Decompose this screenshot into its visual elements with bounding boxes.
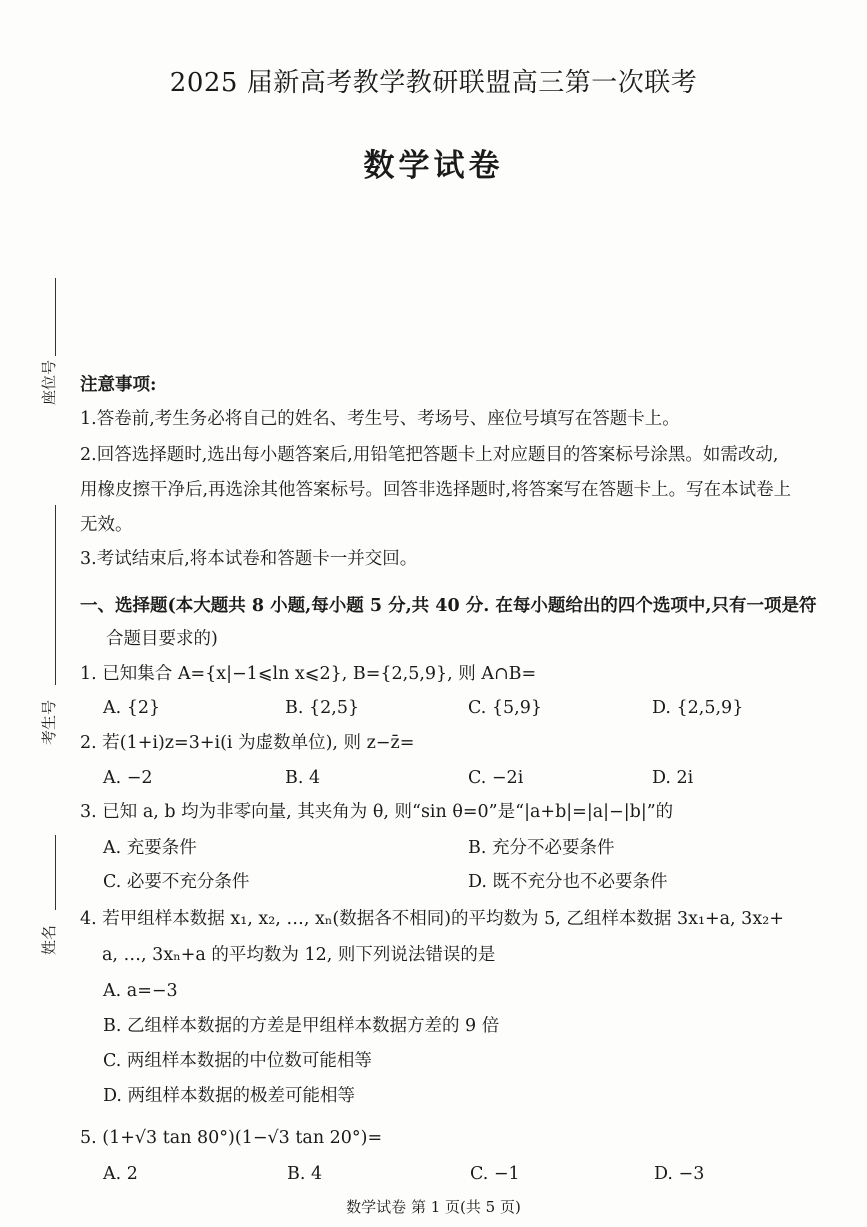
q3-option-a: A. 充要条件 bbox=[103, 838, 197, 858]
q2-option-d: D. 2i bbox=[652, 768, 694, 788]
q5-option-b: B. 4 bbox=[287, 1164, 323, 1184]
notice-item: 无效。 bbox=[80, 515, 133, 535]
exam-header: 2025 届新高考教学教研联盟高三第一次联考 bbox=[169, 68, 698, 98]
question-3-stem: 3. 已知 a, b 均为非零向量, 其夹角为 θ, 则“sin θ=0”是“|a+b|=|a|−|b|”的 bbox=[80, 802, 674, 822]
q1-option-d: D. {2,5,9} bbox=[652, 698, 744, 718]
q4-option-c: C. 两组样本数据的中位数可能相等 bbox=[103, 1051, 372, 1071]
q3-option-d: D. 既不充分也不必要条件 bbox=[468, 872, 668, 892]
page-footer: 数学试卷 第 1 页(共 5 页) bbox=[346, 1198, 521, 1216]
q4-option-a: A. a=−3 bbox=[103, 981, 178, 1001]
notice-item: 1.答卷前,考生务必将自己的姓名、考生号、考场号、座位号填写在答题卡上。 bbox=[80, 409, 680, 429]
question-1-stem: 1. 已知集合 A={x|−1⩽ln x⩽2}, B={2,5,9}, 则 A∩B= bbox=[80, 664, 537, 684]
q3-option-c: C. 必要不充分条件 bbox=[103, 872, 250, 892]
q1-option-b: B. {2,5} bbox=[285, 698, 360, 718]
q1-option-a: A. {2} bbox=[103, 698, 161, 718]
exam-no-line bbox=[55, 505, 56, 685]
section-heading: 一、选择题(本大题共 8 小题,每小题 5 分,共 40 分. 在每小题给出的四个选项中,只有一项是符 bbox=[80, 596, 817, 616]
q5-option-d: D. −3 bbox=[654, 1164, 705, 1184]
q1-option-c: C. {5,9} bbox=[468, 698, 542, 718]
notice-heading: 注意事项: bbox=[80, 375, 157, 395]
q4-option-d: D. 两组样本数据的极差可能相等 bbox=[103, 1086, 356, 1106]
name-line bbox=[55, 835, 56, 910]
section-heading-cont: 合题目要求的) bbox=[106, 629, 218, 649]
name-label: 姓名 bbox=[40, 924, 58, 955]
q2-option-a: A. −2 bbox=[103, 768, 153, 788]
question-5-stem: 5. (1+√3 tan 80°)(1−√3 tan 20°)= bbox=[80, 1128, 383, 1148]
seat-label: 座位号 bbox=[40, 359, 58, 405]
seat-line bbox=[55, 278, 56, 356]
notice-item: 用橡皮擦干净后,再选涂其他答案标号。回答非选择题时,将答案写在答题卡上。写在本试卷上 bbox=[80, 480, 792, 500]
question-4-stem: 4. 若甲组样本数据 x₁, x₂, …, xₙ(数据各不相同)的平均数为 5, 乙组样本数据 3x₁+a, 3x₂+ bbox=[80, 909, 784, 929]
exam-no-label: 考生号 bbox=[40, 699, 58, 745]
notice-item: 3.考试结束后,将本试卷和答题卡一并交回。 bbox=[80, 549, 418, 569]
q4-option-b: B. 乙组样本数据的方差是甲组样本数据方差的 9 倍 bbox=[103, 1016, 500, 1036]
q5-option-c: C. −1 bbox=[470, 1164, 520, 1184]
q2-option-c: C. −2i bbox=[468, 768, 524, 788]
exam-title: 数学试卷 bbox=[363, 148, 504, 184]
notice-item: 2.回答选择题时,选出每小题答案后,用铅笔把答题卡上对应题目的答案标号涂黑。如需改动, bbox=[80, 445, 779, 465]
q2-option-b: B. 4 bbox=[285, 768, 321, 788]
question-2-stem: 2. 若(1+i)z=3+i(i 为虚数单位), 则 z−z̄= bbox=[80, 733, 415, 753]
q5-option-a: A. 2 bbox=[103, 1164, 138, 1184]
question-4-stem-cont: a, …, 3xₙ+a 的平均数为 12, 则下列说法错误的是 bbox=[102, 945, 496, 965]
q3-option-b: B. 充分不必要条件 bbox=[468, 838, 615, 858]
